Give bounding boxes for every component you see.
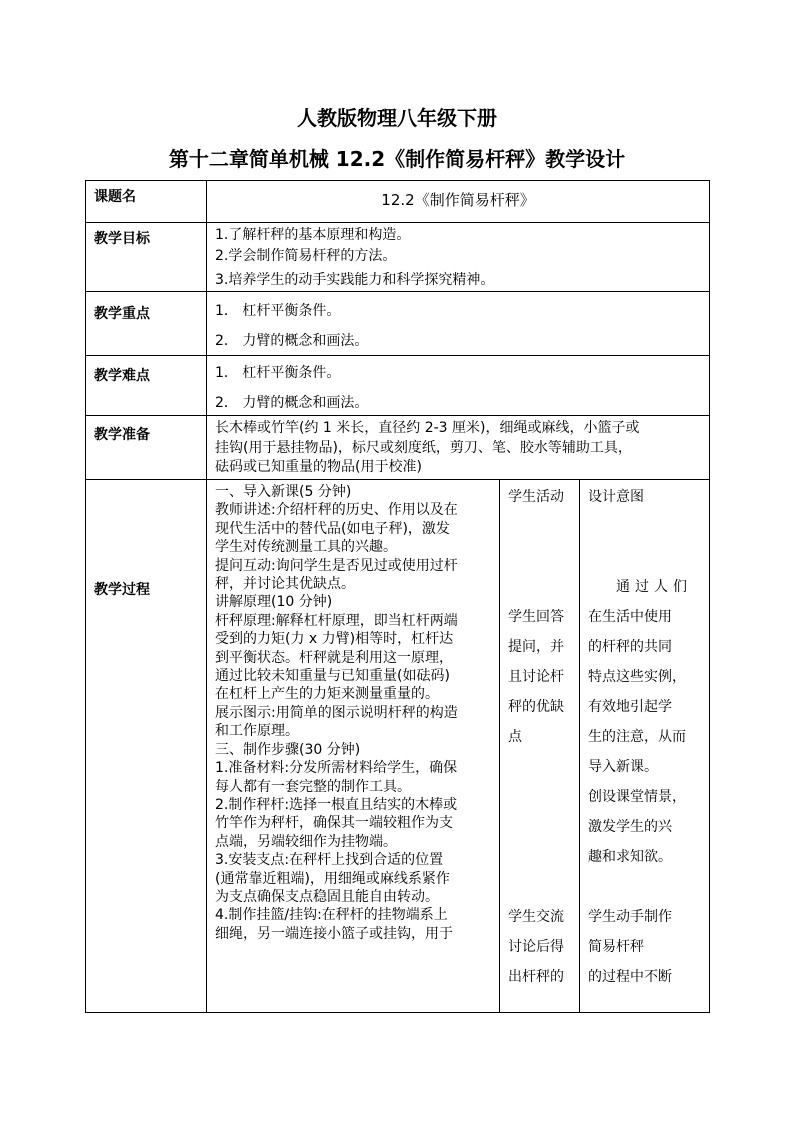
- student-activity-line: 且讨论杆: [508, 669, 564, 685]
- document-subtitle: 第十二章简单机械 12.2《制作简易杆秤》教学设计: [168, 147, 626, 171]
- process-line: 提问互动:询问学生是否见过或使用过杆: [215, 557, 458, 574]
- design-intent-line: 有效地引起学: [588, 699, 672, 715]
- key-point-line: 2． 力臂的概念和画法。: [215, 333, 369, 349]
- design-intent-line: 特点这些实例，: [588, 669, 686, 685]
- design-intent-line: 学生动手制作: [588, 909, 672, 925]
- process-line: 细绳，另一端连接小篮子或挂钩，用于: [215, 925, 453, 942]
- process-line: 点端，另端较细作为挂物端。: [215, 833, 397, 850]
- goals-content: [207, 223, 710, 292]
- design-intent-line: 趣和求知欲。: [588, 849, 672, 865]
- lesson-name-value: 12.2《制作简易杆秤》: [207, 181, 710, 223]
- label-difficult-points: 教学难点: [86, 356, 207, 416]
- process-line: 展示图示:用简单的图示说明杆秤的构造: [215, 704, 458, 721]
- row-preparation: [86, 416, 710, 480]
- label-key-points: 教学重点: [86, 292, 207, 356]
- process-line: 杆秤原理:解释杠杆原理，即当杠杆两端: [215, 612, 458, 629]
- process-line: 讲解原理(10 分钟): [215, 594, 333, 611]
- design-intent-line: 的过程中不断: [588, 969, 672, 985]
- student-activity-line: 出杆秤的: [508, 969, 564, 985]
- process-line: (通常靠近粗端)，用细绳或麻线系紧作: [215, 870, 450, 887]
- student-activity-line: 学生回答: [508, 609, 564, 625]
- process-line: 1.准备材料:分发所需材料给学生，确保: [215, 760, 458, 777]
- process-line: 和工作原理。: [215, 723, 299, 740]
- student-activity-line: 讨论后得: [508, 939, 564, 955]
- process-line: 为支点确保支点稳固且能自由转动。: [215, 888, 439, 905]
- document-title: 人教版物理八年级下册: [297, 106, 497, 130]
- student-activity-header: 学生活动: [508, 489, 564, 505]
- design-intent-line: 导入新课。: [588, 759, 658, 775]
- process-line: 2.制作秤杆:选择一根直且结实的木棒或: [215, 796, 458, 813]
- process-line: 一、导入新课(5 分钟): [215, 484, 352, 500]
- preparation-content: [207, 416, 710, 480]
- lesson-plan-table: [85, 180, 710, 1013]
- preparation-line: 挂钩(用于悬挂物品)，标尺或刻度纸，剪刀、笔、胶水等辅助工具，: [215, 439, 632, 456]
- process-line: 受到的力矩(力 x 力臂)相等时，杠杆达: [215, 631, 454, 648]
- process-line: 到平衡状态。杆秤就是利用这一原理，: [215, 649, 453, 666]
- process-line: 现代生活中的替代品(如电子秤)，激发: [215, 520, 450, 537]
- design-intent-line: 的杆秤的共同: [588, 639, 672, 655]
- label-preparation: 教学准备: [86, 416, 207, 480]
- process-line: 学生对传统测量工具的兴趣。: [215, 539, 397, 556]
- design-intent-line: 生的注意，从而: [588, 729, 686, 745]
- row-difficult-points: [86, 356, 710, 416]
- process-line: 秤，并讨论其优缺点。: [215, 576, 355, 593]
- key-point-line: 1． 杠杆平衡条件。: [215, 303, 341, 319]
- process-line: 每人都有一套完整的制作工具。: [215, 778, 411, 795]
- goal-line: 1.了解杆秤的基本原理和构造。: [215, 227, 411, 243]
- design-intent-header: 设计意图: [588, 489, 644, 505]
- preparation-line: 砝码或已知重量的物品(用于校准): [215, 459, 422, 475]
- design-intent-line: 激发学生的兴: [588, 819, 672, 835]
- label-process: 教学过程: [86, 480, 207, 1013]
- goal-line: 3.培养学生的动手实践能力和科学探究精神。: [215, 272, 495, 288]
- process-content: [207, 480, 500, 1013]
- process-line: 4.制作挂篮/挂钩:在秤杆的挂物端系上: [215, 907, 448, 924]
- key-points-content: [207, 292, 710, 356]
- label-lesson-name: 课题名: [86, 181, 207, 223]
- difficult-points-content: [207, 356, 710, 416]
- process-line: 教师讲述:介绍杆秤的历史、作用以及在: [215, 502, 458, 519]
- preparation-line: 长木棒或竹竿(约 1 米长，直径约 2-3 厘米)，细绳或麻线，小篮子或: [215, 420, 640, 436]
- process-line: 通过比较未知重量与已知重量(如砝码): [215, 668, 450, 685]
- student-activity-line: 秤的优缺: [508, 699, 564, 715]
- difficult-point-line: 2． 力臂的概念和画法。: [215, 395, 369, 411]
- label-goals: 教学目标: [86, 223, 207, 292]
- process-line: 在杠杆上产生的力矩来测量重量的。: [215, 686, 439, 703]
- row-key-points: [86, 292, 710, 356]
- student-activity-line: 学生交流: [508, 909, 564, 925]
- row-goals: [86, 223, 710, 292]
- design-intent-line: 通过人们: [616, 579, 692, 595]
- student-activity-line: 提问，并: [508, 639, 564, 655]
- student-activity-column: [500, 480, 580, 1013]
- design-intent-line: 在生活中使用: [588, 609, 672, 625]
- design-intent-line: 简易杆秤: [588, 939, 644, 955]
- design-intent-line: 创设课堂情景，: [588, 789, 686, 805]
- design-intent-column: [580, 480, 710, 1013]
- process-line: 三、制作步骤(30 分钟): [215, 741, 361, 758]
- row-lesson-name: [86, 181, 710, 223]
- goal-line: 2.学会制作简易杆秤的方法。: [215, 248, 397, 264]
- student-activity-line: 点: [508, 729, 522, 745]
- process-line: 3.安装支点:在秤杆上找到合适的位置: [215, 852, 444, 869]
- row-process: [86, 480, 710, 1013]
- process-line: 竹竿作为秤杆，确保其一端较粗作为支: [215, 815, 453, 832]
- difficult-point-line: 1． 杠杆平衡条件。: [215, 365, 341, 381]
